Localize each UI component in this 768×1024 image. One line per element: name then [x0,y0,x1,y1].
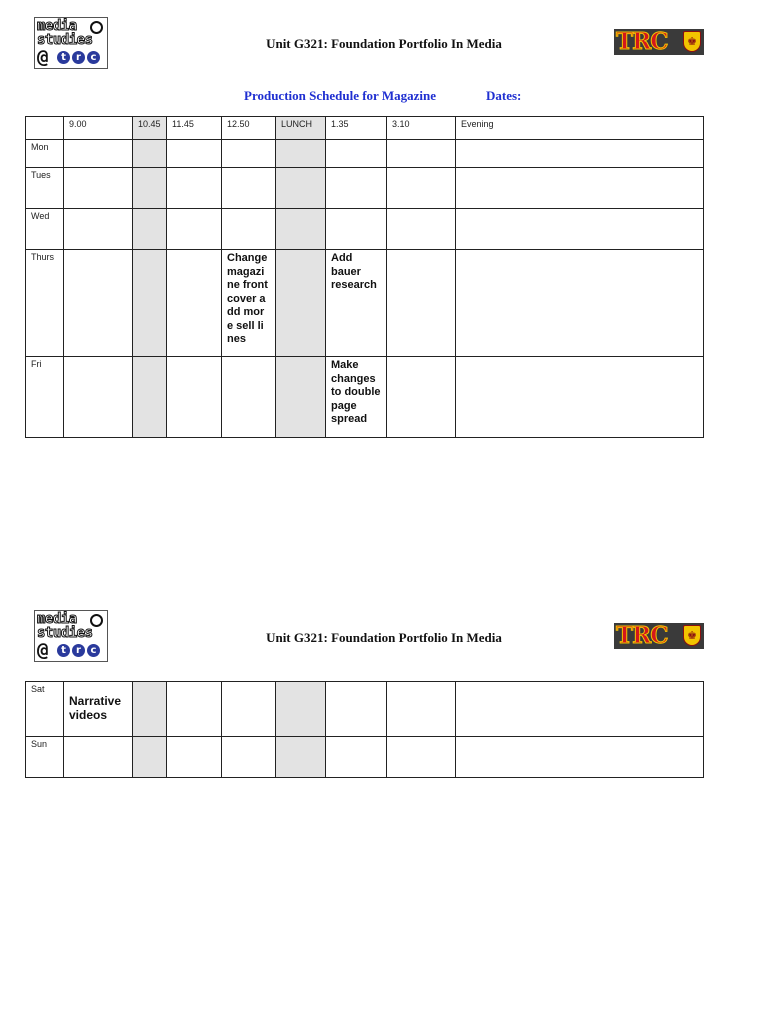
table-cell [222,168,276,209]
table-cell [133,682,167,737]
logo-at-sign: @ [37,639,48,661]
table-cell [387,168,456,209]
table-cell [64,250,133,357]
table-cell [222,357,276,438]
header-cell-135: 1.35 [326,117,387,140]
logo-t-badge: t [57,644,70,657]
task-cell: Narrative videos [64,682,133,737]
table-cell [387,357,456,438]
table-row-mon [26,140,704,168]
table-cell [133,357,167,438]
schedule-title: Production Schedule for Magazine [244,88,436,103]
table-cell [167,140,222,168]
logo-r-badge: r [72,644,85,657]
table-cell [276,140,326,168]
table-cell [222,209,276,250]
crest-icon: ♚ [683,625,701,646]
table-cell [456,209,704,250]
logo-word-media: media [37,611,77,627]
logo-word-studies: studies [37,32,93,48]
logo-r-badge: r [72,51,85,64]
table-cell [387,737,456,778]
table-cell [456,250,704,357]
page-title: Unit G321: Foundation Portfolio In Media [266,630,502,645]
table-cell [64,168,133,209]
task-cell: Make changes to double page spread [326,357,387,438]
logo-c-badge: c [87,51,100,64]
table-cell [387,209,456,250]
table-cell [167,737,222,778]
table-cell [326,209,387,250]
table-cell [133,168,167,209]
page-title: Unit G321: Foundation Portfolio In Media [266,36,502,51]
logo-at-sign: @ [37,46,48,68]
header-cell-1250: 12.50 [222,117,276,140]
table-cell [64,140,133,168]
table-cell [133,737,167,778]
table-cell [276,357,326,438]
table-cell [222,682,276,737]
trc-logo [614,623,704,649]
table-cell [276,250,326,357]
table-cell [167,682,222,737]
task-cell: Change magazine front cover add more sell lines [222,250,276,357]
table-cell [167,250,222,357]
table-cell [64,209,133,250]
header-cell-310: 3.10 [387,117,456,140]
dates-label: Dates: [486,88,522,103]
table-cell [276,209,326,250]
day-label: Wed [26,209,64,250]
header-cell-1145: 11.45 [167,117,222,140]
day-label: Mon [26,140,64,168]
table-cell [167,357,222,438]
trc-logo-letters: TRC [616,622,668,649]
table-cell [456,737,704,778]
table-row-thurs [26,250,704,357]
logo-word-media: media [37,18,77,34]
table-row-sun [26,737,704,778]
header-cell-evening: Evening [456,117,704,140]
header-cell-corner [26,117,64,140]
table-cell [64,737,133,778]
task-cell: Add bauer research [326,250,387,357]
header-cell-1045: 10.45 [133,117,167,140]
table-header-row [26,117,704,140]
table-cell [326,140,387,168]
header-cell-900: 9.00 [64,117,133,140]
table-cell [276,682,326,737]
crest-icon: ♚ [683,31,701,52]
table-cell [387,250,456,357]
day-label: Sat [26,682,64,737]
table-cell [387,682,456,737]
day-label: Thurs [26,250,64,357]
table-cell [64,357,133,438]
trc-logo [614,29,704,55]
header-cell-lunch: LUNCH [276,117,326,140]
table-cell [133,140,167,168]
table-cell [456,682,704,737]
table-cell [326,737,387,778]
table-cell [456,357,704,438]
logo-c-badge: c [87,644,100,657]
table-cell [387,140,456,168]
table-cell [133,209,167,250]
table-cell [167,168,222,209]
trc-logo-letters: TRC [616,28,668,55]
table-row-sat [26,682,704,737]
table-cell [276,737,326,778]
table-cell [222,140,276,168]
day-label: Sun [26,737,64,778]
table-cell [222,737,276,778]
table-cell [326,682,387,737]
table-cell [456,140,704,168]
table-row-fri [26,357,704,438]
table-row-tues [26,168,704,209]
logo-word-studies: studies [37,625,93,641]
table-cell [133,250,167,357]
logo-t-badge: t [57,51,70,64]
table-cell [326,168,387,209]
day-label: Tues [26,168,64,209]
table-cell [276,168,326,209]
table-cell [456,168,704,209]
table-cell [167,209,222,250]
day-label: Fri [26,357,64,438]
table-row-wed [26,209,704,250]
schedule-table [25,116,704,438]
schedule-table-continued [25,681,704,778]
